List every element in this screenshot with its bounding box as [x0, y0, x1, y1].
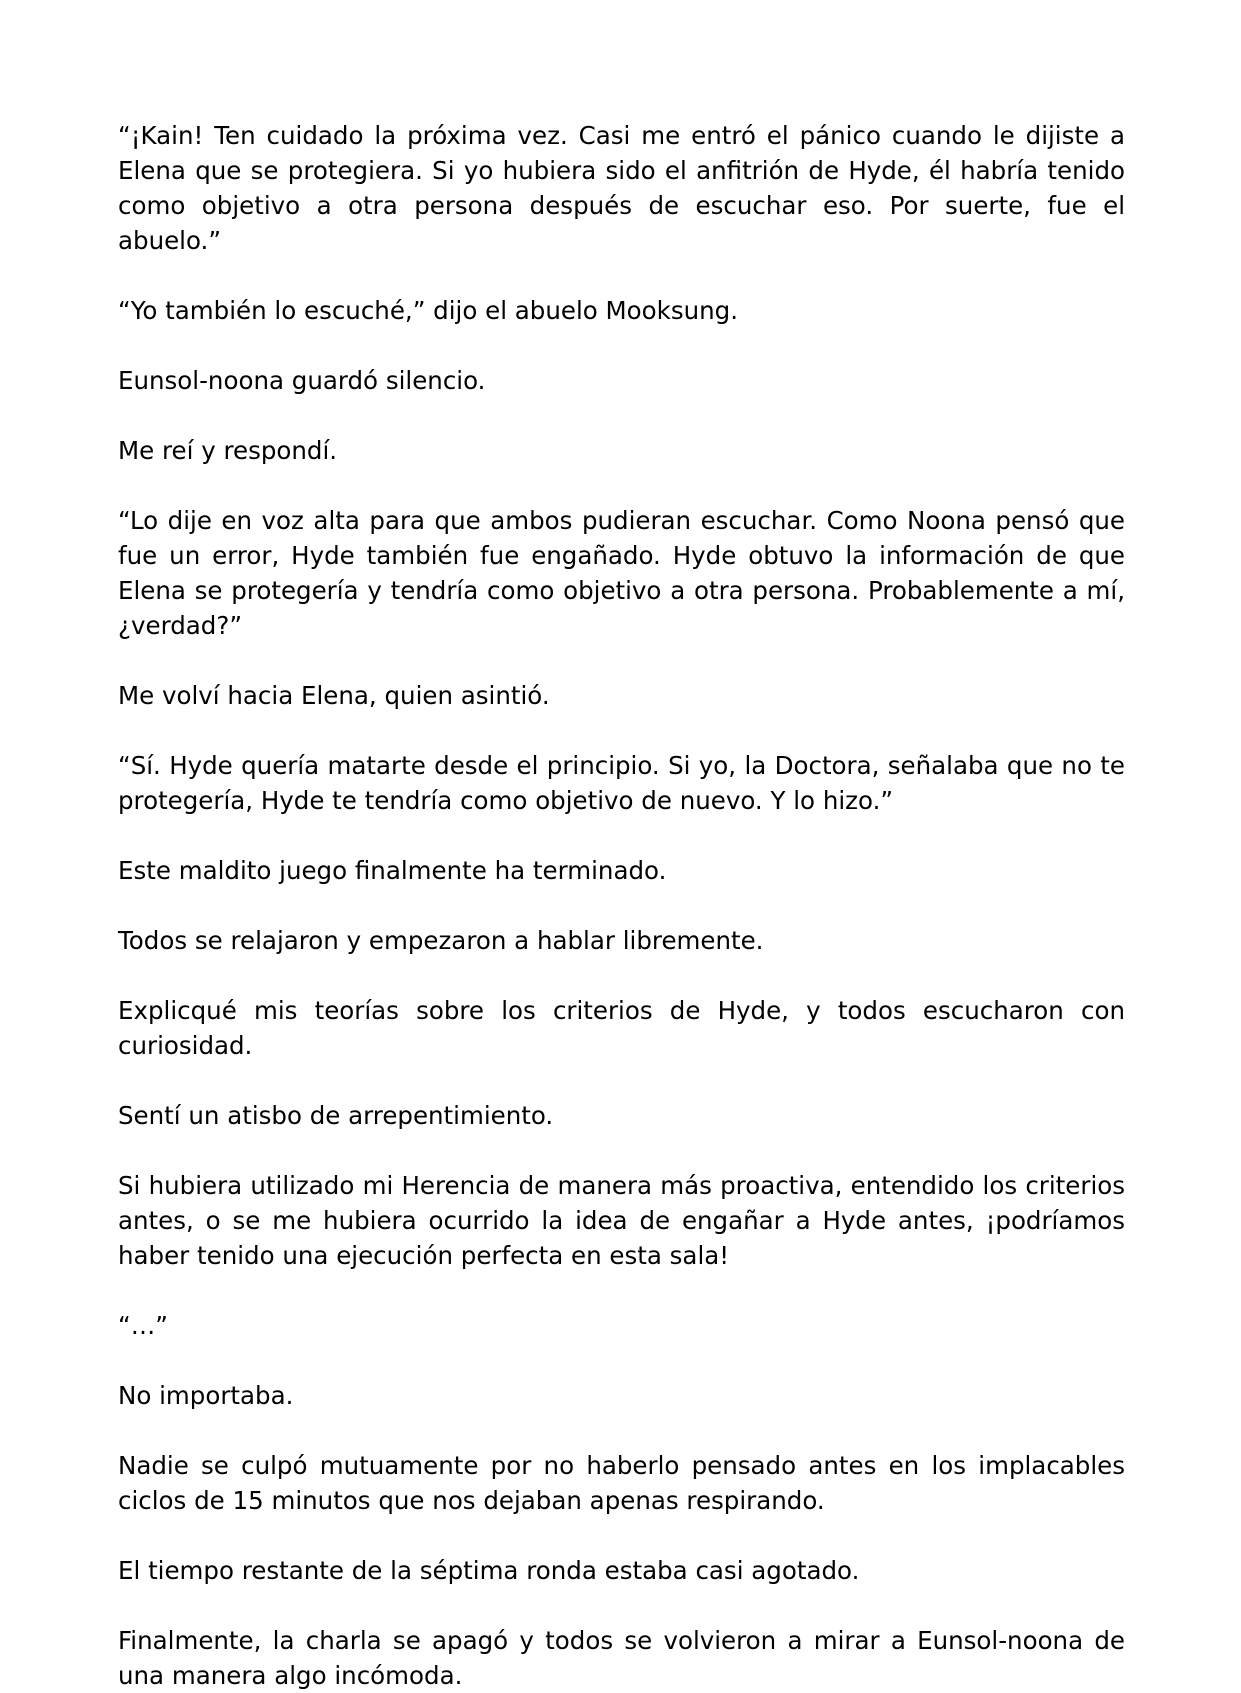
paragraph-1: “¡Kain! Ten cuidado la próxima vez. Casi me entró el pánico cuando le dijiste a Elena que se protegiera. Si yo hubiera sido el anfitrión de Hyde, él habría tenido como objetivo a otra persona después de escuchar eso. Por suerte, fue el abuelo.” [118, 121, 1125, 255]
paragraph-16: El tiempo restante de la séptima ronda estaba casi agotado. [118, 1556, 860, 1585]
paragraph-15: Nadie se culpó mutuamente por no haberlo pensado antes en los implacables ciclos de 15 minutos que nos dejaban apenas respirando. [118, 1451, 1125, 1515]
paragraph-17: Finalmente, la charla se apagó y todos se volvieron a mirar a Eunsol-noona de una manera algo incómoda. [118, 1626, 1125, 1690]
paragraph-14: No importaba. [118, 1381, 294, 1410]
paragraph-11: Sentí un atisbo de arrepentimiento. [118, 1101, 554, 1130]
paragraph-9: Todos se relajaron y empezaron a hablar libremente. [118, 926, 764, 955]
paragraph-8: Este maldito juego finalmente ha terminado. [118, 856, 667, 885]
paragraph-6: Me volví hacia Elena, quien asintió. [118, 681, 550, 710]
paragraph-12: Si hubiera utilizado mi Herencia de manera más proactiva, entendido los criterios antes, o se me hubiera ocurrido la idea de engañar a Hyde antes, ¡podríamos haber tenido una ejecución perfecta en esta sala! [118, 1171, 1125, 1270]
paragraph-4: Me reí y respondí. [118, 436, 338, 465]
paragraph-10: Explicqué mis teorías sobre los criterios de Hyde, y todos escucharon con curiosidad. [118, 996, 1125, 1060]
document-body [118, 118, 1125, 1693]
paragraph-13: “…” [118, 1311, 168, 1340]
paragraph-3: Eunsol-noona guardó silencio. [118, 366, 486, 395]
paragraph-5: “Lo dije en voz alta para que ambos pudieran escuchar. Como Noona pensó que fue un error, Hyde también fue engañado. Hyde obtuvo la información de que Elena se protegería y tendría como objetivo a otra persona. Probablemente a mí, ¿verdad?” [118, 506, 1125, 640]
paragraph-2: “Yo también lo escuché,” dijo el abuelo Mooksung. [118, 296, 739, 325]
paragraph-7: “Sí. Hyde quería matarte desde el principio. Si yo, la Doctora, señalaba que no te protegería, Hyde te tendría como objetivo de nuevo. Y lo hizo.” [118, 751, 1125, 815]
